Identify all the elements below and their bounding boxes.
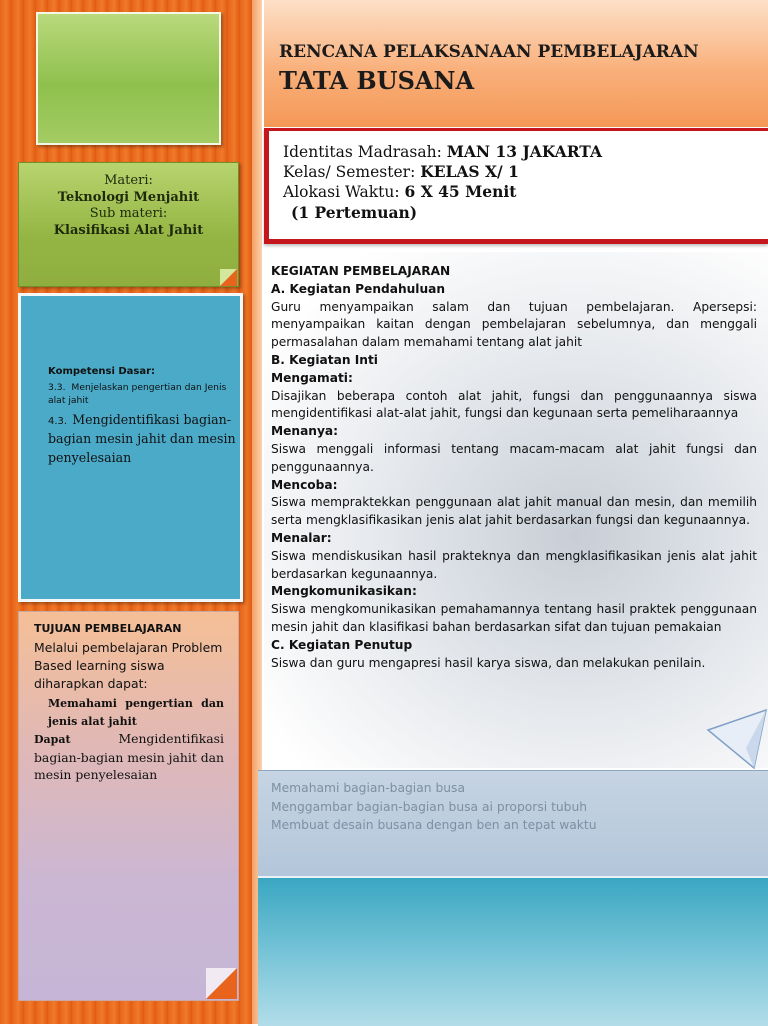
tujuan-item-1: Memahami pengertian dan jenis alat jahit bbox=[48, 697, 224, 728]
blue-footer-box bbox=[258, 876, 768, 1026]
materi-label: Materi: bbox=[104, 173, 153, 188]
document-title: RENCANA PELAKSANAAN PEMBELAJARAN bbox=[279, 42, 699, 62]
kd-item-1-number: 3.3. bbox=[48, 382, 66, 393]
identity-pertemuan: (1 Pertemuan) bbox=[291, 203, 418, 222]
kd-item-2 bbox=[48, 409, 238, 466]
mengkomunikasikan-text: Siswa mengkomunikasikan pemahamannya tentang hasil praktek penggunaan mesin jahit dan klasifikasi bahan berdasarkan sifat dan tujuan pemakaian bbox=[271, 602, 757, 634]
kegiatan-pembelajaran bbox=[271, 263, 757, 672]
mengamati-text: Disajikan beberapa contoh alat jahit, fungsi dan penggunaannya siswa mengidentifikasi alat-alat jahit, fungsi dan kegunaan serta pemeliharaannya bbox=[271, 388, 757, 421]
tujuan-intro: Melalui pembelajaran Problem Based learning siswa diharapkan dapat: bbox=[34, 640, 223, 691]
sub-materi-value: Klasifikasi Alat Jahit bbox=[53, 222, 204, 238]
subject-title: TATA BUSANA bbox=[279, 66, 475, 95]
madrasah-value: MAN 13 JAKARTA bbox=[446, 142, 603, 161]
menalar-text: Siswa mendiskusikan hasil prakteknya dan mengklasifikasikan jenis alat jahit berdasarkan kegunaannya. bbox=[271, 548, 757, 581]
identity-kelas bbox=[283, 162, 519, 181]
section-b-title: B. Kegiatan Inti bbox=[271, 352, 378, 367]
mencoba-title: Mencoba: bbox=[271, 477, 338, 492]
page-curl-graphic bbox=[706, 708, 768, 770]
identity-alokasi bbox=[283, 182, 516, 201]
green-placeholder-box bbox=[36, 12, 221, 145]
kompetensi-dasar-box bbox=[18, 293, 243, 602]
mengamati-title: Mengamati: bbox=[271, 370, 353, 385]
faded-list-box bbox=[258, 770, 768, 877]
alokasi-value: 6 X 45 Menit bbox=[404, 182, 517, 201]
faded-list-item-1: Memahami bagian-bagian busa bbox=[271, 781, 465, 795]
kelas-value: KELAS X/ 1 bbox=[420, 162, 519, 181]
madrasah-label: Identitas Madrasah: bbox=[283, 143, 447, 161]
tujuan-pembelajaran-box bbox=[18, 611, 239, 1001]
section-a-text: Guru menyampaikan salam dan tujuan pembelajaran. Apersepsi: menyampaikan kaitan dengan pembelajaran sebelumnya, dan menggali permasalahan dalam memahami tentang alat jahit bbox=[271, 299, 757, 350]
kd-item-2-number: 4.3. bbox=[48, 416, 68, 427]
header-banner bbox=[264, 0, 768, 127]
menanya-title: Menanya: bbox=[271, 424, 339, 439]
tujuan-item-2-text: Mengidentifikasi bagian-bagian mesin jahit dan mesin penyelesaian bbox=[34, 731, 224, 782]
section-c-title: C. Kegiatan Penutup bbox=[271, 637, 413, 652]
tujuan-item-2-prefix: Dapat bbox=[34, 733, 71, 746]
kd-item-1 bbox=[48, 381, 238, 407]
menalar-title: Menalar: bbox=[271, 530, 332, 545]
kd-title: Kompetensi Dasar: bbox=[48, 366, 156, 377]
identity-madrasah bbox=[283, 142, 602, 161]
tujuan-title: TUJUAN PEMBELAJARAN bbox=[34, 622, 182, 635]
kd-item-1-text: Menjelaskan pengertian dan Jenis alat jahit bbox=[48, 382, 227, 406]
identity-box bbox=[264, 128, 768, 244]
page-fold-corner-bottom bbox=[206, 968, 237, 999]
sub-materi-label: Sub materi: bbox=[89, 206, 168, 221]
mencoba-text: Siswa mempraktekkan penggunaan alat jahit manual dan mesin, dan memilih serta mengklasifikasikan jenis alat jahit berdasarkan fungsi dan kegunaannya. bbox=[271, 495, 757, 528]
faded-list-item-2: Menggambar bagian-bagian busa ai proporsi tubuh bbox=[271, 800, 588, 814]
tujuan-item-2 bbox=[34, 730, 224, 784]
menanya-text: Siswa menggali informasi tentang macam-macam alat jahit fungsi dan penggunaannya. bbox=[271, 441, 757, 474]
alokasi-label: Alokasi Waktu: bbox=[283, 183, 405, 201]
page-fold-corner bbox=[220, 269, 237, 286]
materi-value: Teknologi Menjahit bbox=[57, 189, 200, 205]
kelas-label: Kelas/ Semester: bbox=[283, 163, 421, 181]
mengkomunikasikan-title: Mengkomunikasikan: bbox=[271, 584, 417, 599]
section-c-text: Siswa dan guru mengapresi hasil karya siswa, dan melakukan penilain. bbox=[271, 655, 706, 670]
kd-item-2-text: Mengidentifikasi bagian-bagian mesin jahit dan mesin penyelesaian bbox=[48, 412, 236, 465]
section-a-title: A. Kegiatan Pendahuluan bbox=[271, 281, 446, 296]
faded-list-item-3: Membuat desain busana dengan ben an tepat waktu bbox=[271, 818, 597, 832]
kegiatan-title: KEGIATAN PEMBELAJARAN bbox=[271, 264, 451, 278]
materi-box bbox=[18, 162, 239, 287]
